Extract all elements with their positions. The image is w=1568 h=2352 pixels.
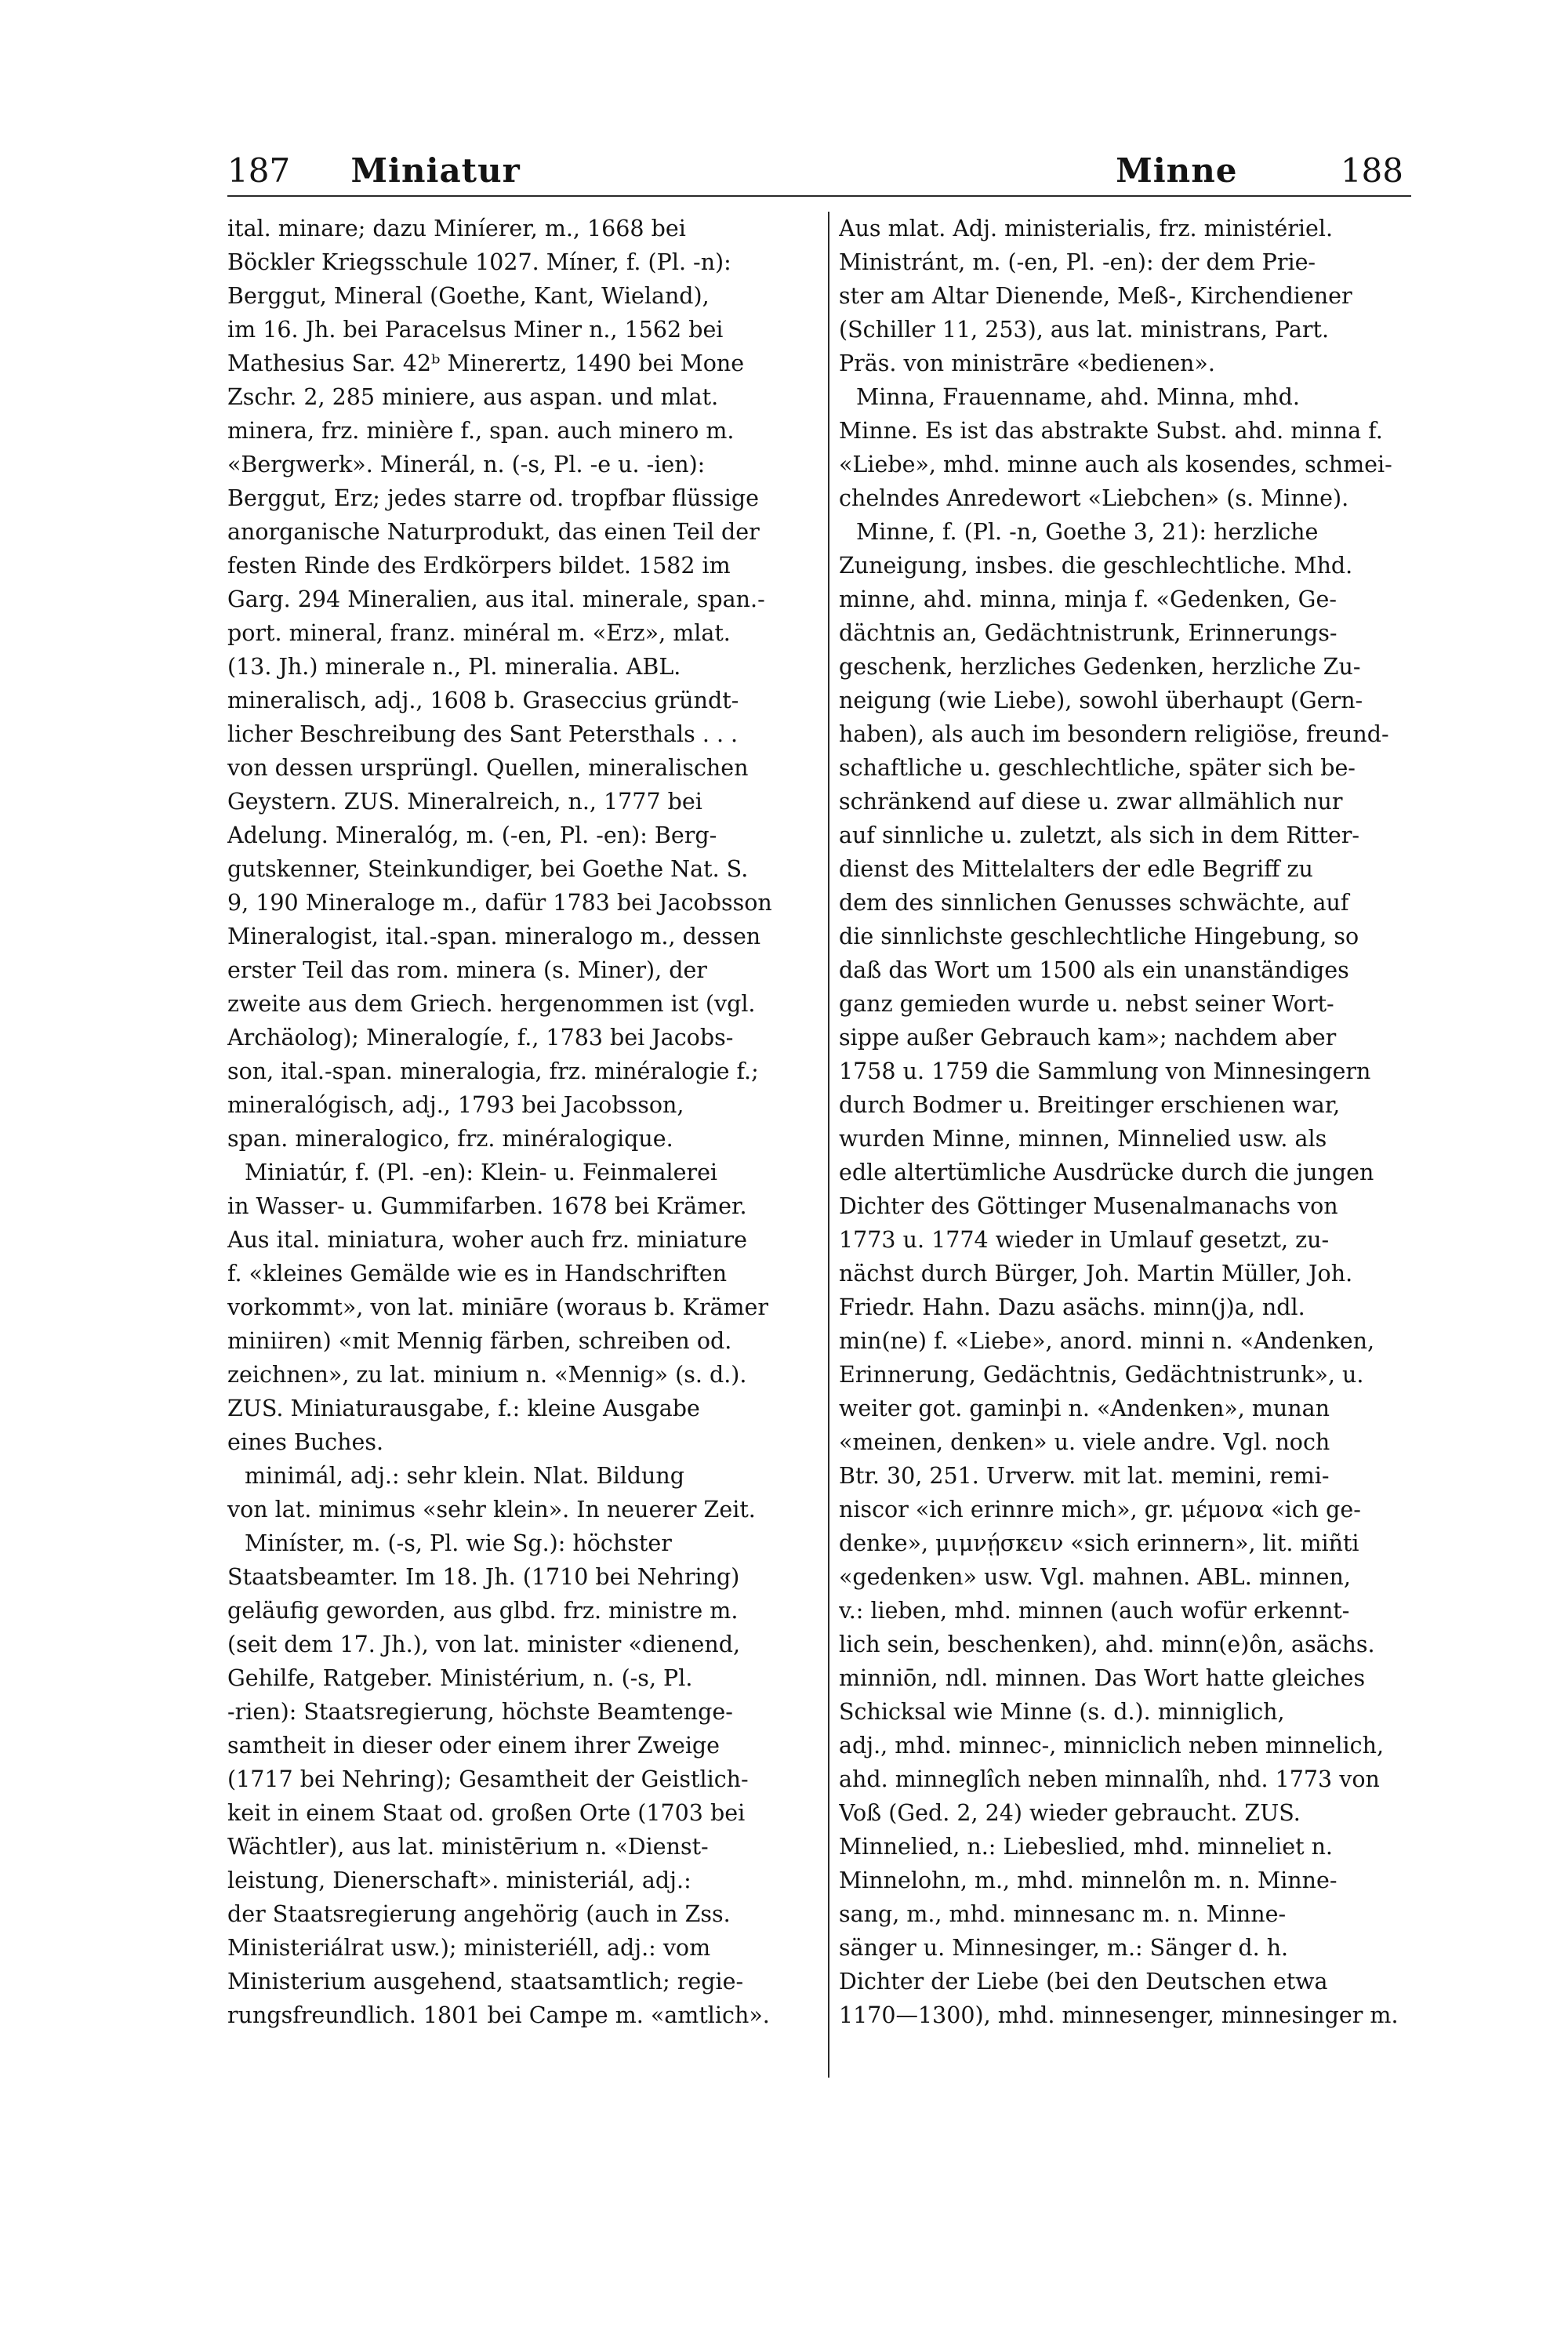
text-line: min(ne) f. «Liebe», anord. minni n. «Andenken, xyxy=(839,1328,1375,1354)
text-line: «Liebe», mhd. minne auch als kosendes, schmei- xyxy=(839,452,1392,477)
text-line: Friedr. Hahn. Dazu asächs. minn(j)a, ndl. xyxy=(839,1294,1305,1320)
text-line: geläufig geworden, aus glbd. frz. ministre m. xyxy=(227,1598,739,1624)
text-line: Mineralogist, ital.-span. mineralogo m., dessen xyxy=(227,924,761,949)
left-page-header xyxy=(227,147,521,194)
text-line: zweite aus dem Griech. hergenommen ist (vgl. xyxy=(227,991,756,1017)
text-line: mineralisch, adj., 1608 b. Graseccius gründt- xyxy=(227,688,739,713)
text-line: von dessen ursprüngl. Quellen, mineralischen xyxy=(227,755,749,781)
text-line: (13. Jh.) minerale n., Pl. mineralia. ABL. xyxy=(227,654,681,680)
text-line: Böckler Kriegsschule 1027. Míner, f. (Pl. -n): xyxy=(227,249,731,275)
text-line: Minnelied, n.: Liebeslied, mhd. minneliet n. xyxy=(839,1834,1333,1860)
text-line: Berggut, Erz; jedes starre od. tropfbar flüssige xyxy=(227,485,760,511)
text-line: f. «kleines Gemälde wie es in Handschriften xyxy=(227,1261,728,1287)
column-divider xyxy=(828,212,829,2078)
right-page-header xyxy=(1116,147,1403,194)
text-line: Adelung. Mineralóg, m. (-en, Pl. -en): Berg- xyxy=(227,822,717,848)
left-running-headword: Miniatur xyxy=(350,151,521,190)
text-line: Zuneigung, insbes. die geschlechtliche. Mhd. xyxy=(839,553,1353,579)
text-line: im 16. Jh. bei Paracelsus Miner n., 1562 bei xyxy=(227,317,724,343)
text-line: wurden Minne, minnen, Minnelied usw. als xyxy=(839,1126,1327,1152)
left-column xyxy=(227,212,831,2187)
text-line: edle altertümliche Ausdrücke durch die jungen xyxy=(839,1160,1374,1185)
text-line: Berggut, Mineral (Goethe, Kant, Wieland), xyxy=(227,283,710,309)
text-line: niscor «ich erinnre mich», gr. μέμονα «ich ge- xyxy=(839,1497,1361,1523)
text-line: samtheit in dieser oder einem ihrer Zweige xyxy=(227,1733,720,1759)
text-line: (Schiller 11, 253), aus lat. ministrans, Part. xyxy=(839,317,1330,343)
text-line: von lat. minimus «sehr klein». In neuerer Zeit. xyxy=(227,1497,756,1523)
text-line: Aus mlat. Adj. ministerialis, frz. ministériel. xyxy=(839,216,1334,241)
text-line: minimál, adj.: sehr klein. Nlat. Bildung xyxy=(245,1463,685,1489)
text-line: schränkend auf diese u. zwar allmählich nur xyxy=(839,789,1343,815)
text-line: Geystern. ZUS. Mineralreich, n., 1777 bei xyxy=(227,789,702,815)
text-line: v.: lieben, mhd. minnen (auch wofür erkennt- xyxy=(839,1598,1350,1624)
header-rule xyxy=(227,195,1411,197)
text-line: Voß (Ged. 2, 24) wieder gebraucht. ZUS. xyxy=(839,1800,1301,1826)
text-line: Minne, f. (Pl. -n, Goethe 3, 21): herzliche xyxy=(856,519,1319,545)
text-line: geschenk, herzliches Gedenken, herzliche Zu- xyxy=(839,654,1361,680)
text-line: Minnelohn, m., mhd. minnelôn m. n. Minne- xyxy=(839,1867,1338,1893)
text-line: Dichter der Liebe (bei den Deutschen etwa xyxy=(839,1969,1328,1994)
text-line: Zschr. 2, 285 miniere, aus aspan. und mlat. xyxy=(227,384,719,410)
text-line: port. mineral, franz. minéral m. «Erz», mlat. xyxy=(227,620,731,646)
text-line: Dichter des Göttinger Musenalmanachs von xyxy=(839,1193,1338,1219)
text-line: erster Teil das rom. minera (s. Miner), der xyxy=(227,957,707,983)
text-line: minne, ahd. minna, minja f. «Gedenken, Ge- xyxy=(839,586,1337,612)
text-line: Miníster, m. (-s, Pl. wie Sg.): höchster xyxy=(245,1530,672,1556)
text-line: span. mineralogico, frz. minéralogique. xyxy=(227,1126,673,1152)
text-line: Schicksal wie Minne (s. d.). minniglich, xyxy=(839,1699,1285,1725)
left-page-number: 187 xyxy=(227,151,291,190)
text-line: durch Bodmer u. Breitinger erschienen war, xyxy=(839,1092,1341,1118)
text-line: Erinnerung, Gedächtnis, Gedächtnistrunk», u. xyxy=(839,1362,1364,1388)
text-line: schaftliche u. geschlechtliche, später sich be- xyxy=(839,755,1356,781)
text-line: neigung (wie Liebe), sowohl überhaupt (Gern- xyxy=(839,688,1363,713)
text-line: lich sein, beschenken), ahd. minn(e)ôn, asächs. xyxy=(839,1632,1375,1657)
text-line: «gedenken» usw. Vgl. mahnen. ABL. minnen, xyxy=(839,1564,1351,1590)
text-line: gutskenner, Steinkundiger, bei Goethe Nat. S. xyxy=(227,856,749,882)
text-line: Miniatúr, f. (Pl. -en): Klein- u. Feinmalerei xyxy=(245,1160,718,1185)
text-line: son, ital.-span. mineralogia, frz. minéralogie f.; xyxy=(227,1058,759,1084)
text-line: Ministeriálrat usw.); ministeriéll, adj.: vom xyxy=(227,1935,711,1961)
text-line: Garg. 294 Mineralien, aus ital. minerale, span.- xyxy=(227,586,765,612)
text-line: Mathesius Sar. 42ᵇ Minerertz, 1490 bei Mone xyxy=(227,350,745,376)
text-line: leistung, Dienerschaft». ministeriál, adj.: xyxy=(227,1867,691,1893)
text-line: Btr. 30, 251. Urverw. mit lat. memini, remi- xyxy=(839,1463,1330,1489)
text-line: ganz gemieden wurde u. nebst seiner Wort- xyxy=(839,991,1334,1017)
text-line: Staatsbeamter. Im 18. Jh. (1710 bei Nehring) xyxy=(227,1564,740,1590)
text-line: 9, 190 Mineraloge m., dafür 1783 bei Jacobsson xyxy=(227,890,772,916)
text-line: adj., mhd. minnec-, minniclich neben minnelich, xyxy=(839,1733,1385,1759)
text-line: minera, frz. minière f., span. auch minero m. xyxy=(227,418,735,444)
text-line: denke», μιμνῄσκειν «sich erinnern», lit. miñti xyxy=(839,1530,1359,1556)
text-line: -rien): Staatsregierung, höchste Beamtenge- xyxy=(227,1699,733,1725)
text-line: in Wasser- u. Gummifarben. 1678 bei Krämer. xyxy=(227,1193,747,1219)
text-line: mineralógisch, adj., 1793 bei Jacobsson, xyxy=(227,1092,684,1118)
text-line: der Staatsregierung angehörig (auch in Zss. xyxy=(227,1901,731,1927)
text-line: Gehilfe, Ratgeber. Ministérium, n. (-s, Pl. xyxy=(227,1665,693,1691)
right-running-headword: Minne xyxy=(1116,151,1238,190)
text-line: auf sinnliche u. zuletzt, als sich in dem Ritter- xyxy=(839,822,1359,848)
text-line: Präs. von ministrāre «bedienen». xyxy=(839,350,1215,376)
text-line: (1717 bei Nehring); Gesamtheit der Geistlich- xyxy=(227,1766,749,1792)
text-line: Wächtler), aus lat. ministērium n. «Dienst- xyxy=(227,1834,709,1860)
text-line: 1758 u. 1759 die Sammlung von Minnesingern xyxy=(839,1058,1371,1084)
text-line: vorkommt», von lat. miniāre (woraus b. Krämer xyxy=(227,1294,768,1320)
text-line: haben), als auch im besondern religiöse, freund- xyxy=(839,721,1389,747)
text-line: 1170—1300), mhd. minnesenger, minnesinger m. xyxy=(839,2002,1399,2028)
text-line: dächtnis an, Gedächtnistrunk, Erinnerungs- xyxy=(839,620,1338,646)
text-line: (seit dem 17. Jh.), von lat. minister «dienend, xyxy=(227,1632,741,1657)
text-line: sang, m., mhd. minnesanc m. n. Minne- xyxy=(839,1901,1287,1927)
text-line: Aus ital. miniatura, woher auch frz. miniature xyxy=(227,1227,747,1253)
text-line: ZUS. Miniaturausgabe, f.: kleine Ausgabe xyxy=(227,1396,700,1421)
right-column xyxy=(839,212,1443,2187)
text-line: die sinnlichste geschlechtliche Hingebung, so xyxy=(839,924,1359,949)
text-line: zeichnen», zu lat. minium n. «Mennig» (s. d.). xyxy=(227,1362,747,1388)
text-line: «meinen, denken» u. viele andre. Vgl. noch xyxy=(839,1429,1330,1455)
right-page-number: 188 xyxy=(1340,151,1403,190)
text-line: Minne. Es ist das abstrakte Subst. ahd. minna f. xyxy=(839,418,1383,444)
text-line: dem des sinnlichen Genusses schwächte, auf xyxy=(839,890,1349,916)
text-line: festen Rinde des Erdkörpers bildet. 1582 im xyxy=(227,553,731,579)
text-line: 1773 u. 1774 wieder in Umlauf gesetzt, zu- xyxy=(839,1227,1330,1253)
text-line: Ministránt, m. (-en, Pl. -en): der dem Prie- xyxy=(839,249,1316,275)
text-line: rungsfreundlich. 1801 bei Campe m. «amtlich». xyxy=(227,2002,770,2028)
text-line: Archäolog); Mineralogíe, f., 1783 bei Jacobs- xyxy=(227,1025,734,1051)
text-line: minniōn, ndl. minnen. Das Wort hatte gleiches xyxy=(839,1665,1366,1691)
text-line: daß das Wort um 1500 als ein unanständiges xyxy=(839,957,1349,983)
text-line: sänger u. Minnesinger, m.: Sänger d. h. xyxy=(839,1935,1289,1961)
text-line: anorganische Naturprodukt, das einen Teil der xyxy=(227,519,760,545)
text-line: sippe außer Gebrauch kam»; nachdem aber xyxy=(839,1025,1337,1051)
text-line: dienst des Mittelalters der edle Begriff zu xyxy=(839,856,1313,882)
text-line: miniiren) «mit Mennig färben, schreiben od. xyxy=(227,1328,732,1354)
text-line: keit in einem Staat od. großen Orte (1703 bei xyxy=(227,1800,746,1826)
text-line: eines Buches. xyxy=(227,1429,384,1455)
text-line: nächst durch Bürger, Joh. Martin Müller, Joh. xyxy=(839,1261,1353,1287)
text-line: chelndes Anredewort «Liebchen» (s. Minne). xyxy=(839,485,1349,511)
text-line: Minna, Frauenname, ahd. Minna, mhd. xyxy=(856,384,1300,410)
text-line: licher Beschreibung des Sant Petersthals . . . xyxy=(227,721,739,747)
text-line: ahd. minneglîch neben minnalîh, nhd. 1773 von xyxy=(839,1766,1380,1792)
text-line: ital. minare; dazu Miníerer, m., 1668 bei xyxy=(227,216,686,241)
text-line: weiter got. gaminþi n. «Andenken», munan xyxy=(839,1396,1330,1421)
text-line: ster am Altar Dienende, Meß-, Kirchendiener xyxy=(839,283,1352,309)
text-line: «Bergwerk». Minerál, n. (-s, Pl. -e u. -ien): xyxy=(227,452,706,477)
text-line: Ministerium ausgehend, staatsamtlich; regie- xyxy=(227,1969,744,1994)
